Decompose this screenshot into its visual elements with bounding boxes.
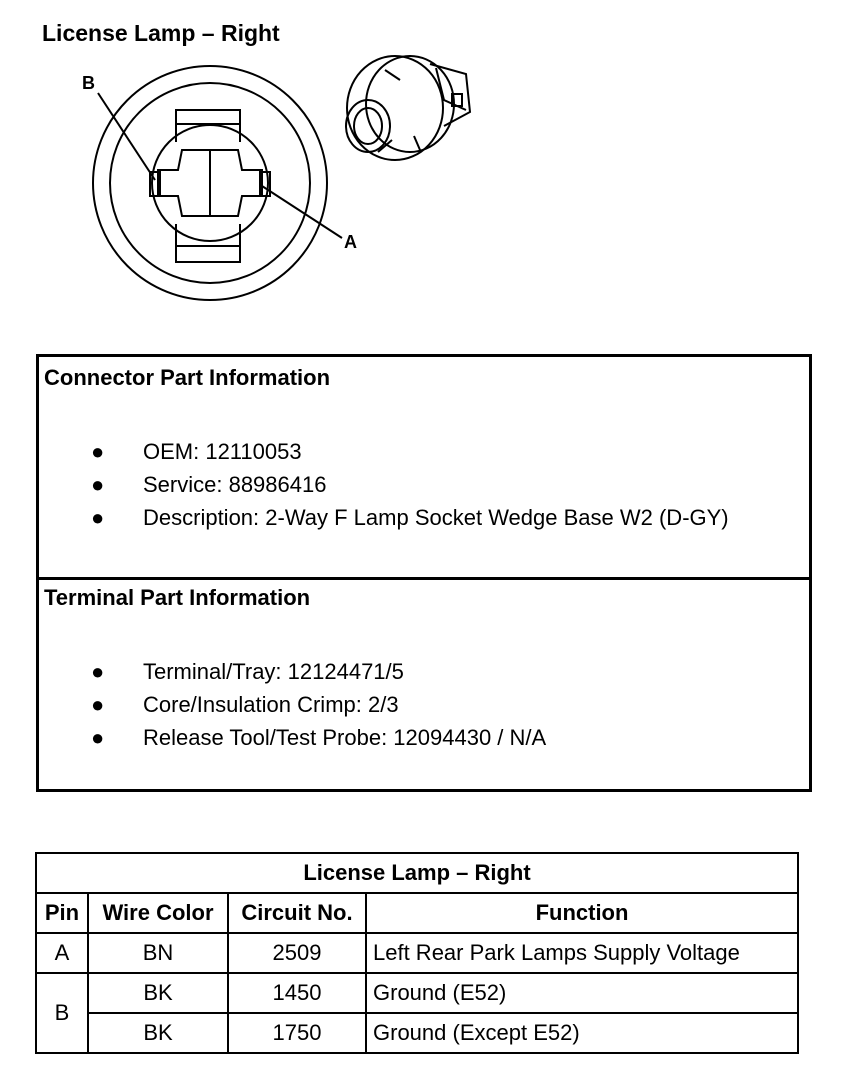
table-row xyxy=(36,973,798,1013)
bullet-icon: ● xyxy=(91,439,105,464)
function-cell: Left Rear Park Lamps Supply Voltage xyxy=(366,933,798,973)
header-circuit-no: Circuit No. xyxy=(228,893,366,933)
lamp-socket-illustration xyxy=(346,56,470,160)
part-information-box xyxy=(36,354,812,792)
circuit-cell: 1750 xyxy=(228,1013,366,1053)
connector-face-view xyxy=(93,66,327,300)
circuit-cell: 2509 xyxy=(228,933,366,973)
terminal-part-information: Terminal Part Information ● Terminal/Tray: 12124471/5 ● Core/Insulation Crimp: 2/3 ● Release Tool/Test Probe: 12094430 / N/A xyxy=(39,577,809,789)
leader-line-a xyxy=(262,186,342,238)
label-b: B xyxy=(82,73,95,93)
terminal-info-heading: Terminal Part Information xyxy=(44,585,311,610)
header-function: Function xyxy=(366,893,798,933)
header-wire-color: Wire Color xyxy=(88,893,228,933)
pin-table-header xyxy=(36,893,798,933)
table-row xyxy=(36,933,798,973)
pin-cell: B xyxy=(36,973,88,1053)
function-cell: Ground (Except E52) xyxy=(366,1013,798,1053)
bullet-icon: ● xyxy=(91,725,105,750)
bullet-icon: ● xyxy=(91,505,105,530)
pin-table xyxy=(35,852,799,1054)
bullet-icon: ● xyxy=(91,692,105,717)
wire-color-cell: BN xyxy=(88,933,228,973)
connector-info-heading: Connector Part Information xyxy=(44,365,331,390)
wire-color-cell: BK xyxy=(88,1013,228,1053)
pin-table-caption: License Lamp – Right xyxy=(36,853,798,893)
label-a: A xyxy=(344,232,357,252)
bullet-icon: ● xyxy=(91,659,105,684)
table-row xyxy=(36,1013,798,1053)
circuit-cell: 1450 xyxy=(228,973,366,1013)
connector-diagram xyxy=(0,0,864,340)
wire-color-cell: BK xyxy=(88,973,228,1013)
function-cell: Ground (E52) xyxy=(366,973,798,1013)
header-pin: Pin xyxy=(36,893,88,933)
connector-part-information: Connector Part Information ● OEM: 12110053 ● Service: 88986416 ● Description: 2-Way F Lamp Socket Wedge Base W2 (D-GY) xyxy=(39,357,809,580)
pin-cell: A xyxy=(36,933,88,973)
bullet-icon: ● xyxy=(91,472,105,497)
page-title: License Lamp – Right xyxy=(42,20,280,46)
